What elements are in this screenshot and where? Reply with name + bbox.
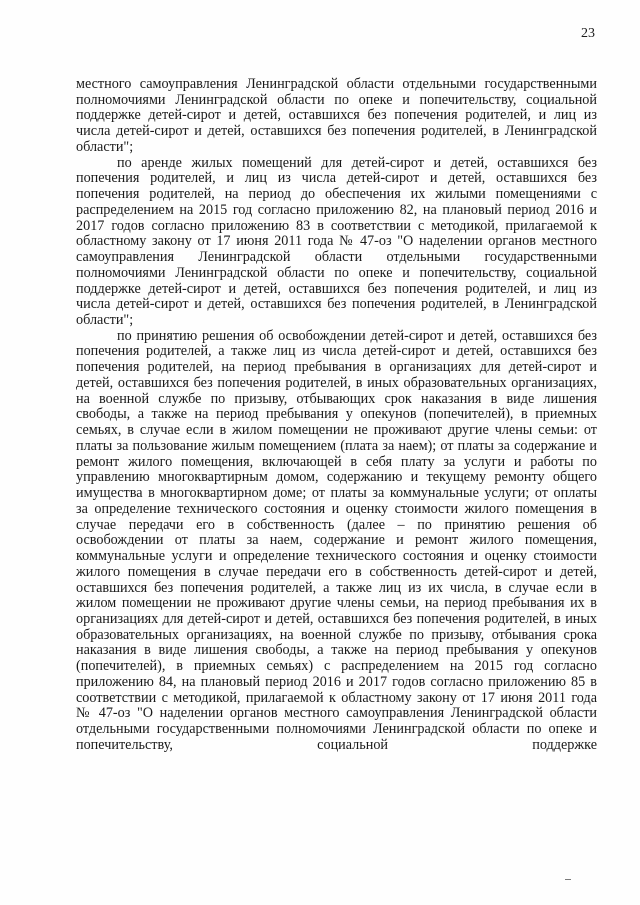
paragraph-rental-housing: по аренде жилых помещений для детей-сирот и детей, оставшихся без попечения родителей, и лиц из числа детей-сирот и детей, оставшихся без попечения родителей, на период до обеспечения их жилыми помещениями с распределением на 2015 год согласно приложению 82, на плановый период 2016 и 2017 годов согласно приложению 83 в соответствии с методикой, прилагаемой к областному закону от 17 июня 2011 года № 47-оз "О наделении органов местного самоуправления Ленинградской области отдельными государственными полномочиями Ленинградской области по опеке и попечительству, социальной поддержке детей-сирот и детей, оставшихся без попечения родителей, и лиц из числа детей-сирот и детей, оставшихся без попечения родителей, в Ленинградской области"; [76, 154, 597, 329]
paragraph-payment-exemption: по принятию решения об освобождении детей-сирот и детей, оставшихся без попечения родителей, а также лиц из числа детей-сирот и детей, оставшихся без попечения родителей, на период пребывания в организациях для детей-сирот и детей, оставшихся без попечения родителей, в иных образовательных организациях, на военной службе по призыву, отбывающих срок наказания в виде лишения свободы, а также на период пребывания у опекунов (попечителей), в приемных семьях, в случае если в жилом помещении не проживают другие члены семьи: от платы за пользование жилым помещением (плата за наем); от платы за содержание и ремонт жилого помещения, включающей в себя плату за услуги и работы по управлению многоквартирным домом, содержанию и текущему ремонту общего имущества в многоквартирном доме; от платы за коммунальные услуги; от оплаты за определение технического состояния и оценку стоимости жилого помещения в случае передачи его в собственность (далее – по принятию решения об освобождении от платы за наем, содержание и ремонт жилого помещения, коммунальные услуги и определение технического состояния и оценку стоимости жилого помещения в случае передачи его в собственность детей-сирот и детей, оставшихся без попечения родителей, а также лиц из их числа, в случае если в жилом помещении не проживают другие члены семьи, на период пребывания их в организациях для детей-сирот и детей, оставшихся без попечения родителей, в иных образовательных организациях, на военной службе по призыву, отбывания срока наказания в виде лишения свободы, а также на период пребывания у опекунов (попечителей), в приемных семьях) с распределением на 2015 год согласно приложению 84, на плановый период 2016 и 2017 годов согласно приложению 85 в соответствии с методикой, прилагаемой к областному закону от 17 июня 2011 года № 47-оз "О наделении органов местного самоуправления Ленинградской области отдельными государственными полномочиями Ленинградской области по опеке и попечительству, социальной поддержке [76, 327, 597, 753]
paragraph-continuation: местного самоуправления Ленинградской области отдельными государственными полномочиями Ленинградской области по опеке и попечительству, социальной поддержке детей-сирот и детей, оставшихся без попечения родителей, и лиц из числа детей-сирот и детей, оставшихся без попечения родителей, в Ленинградской области"; [76, 76, 597, 155]
scan-artifact-mark [565, 879, 571, 880]
page-number: 23 [581, 26, 595, 41]
document-body [76, 77, 597, 754]
